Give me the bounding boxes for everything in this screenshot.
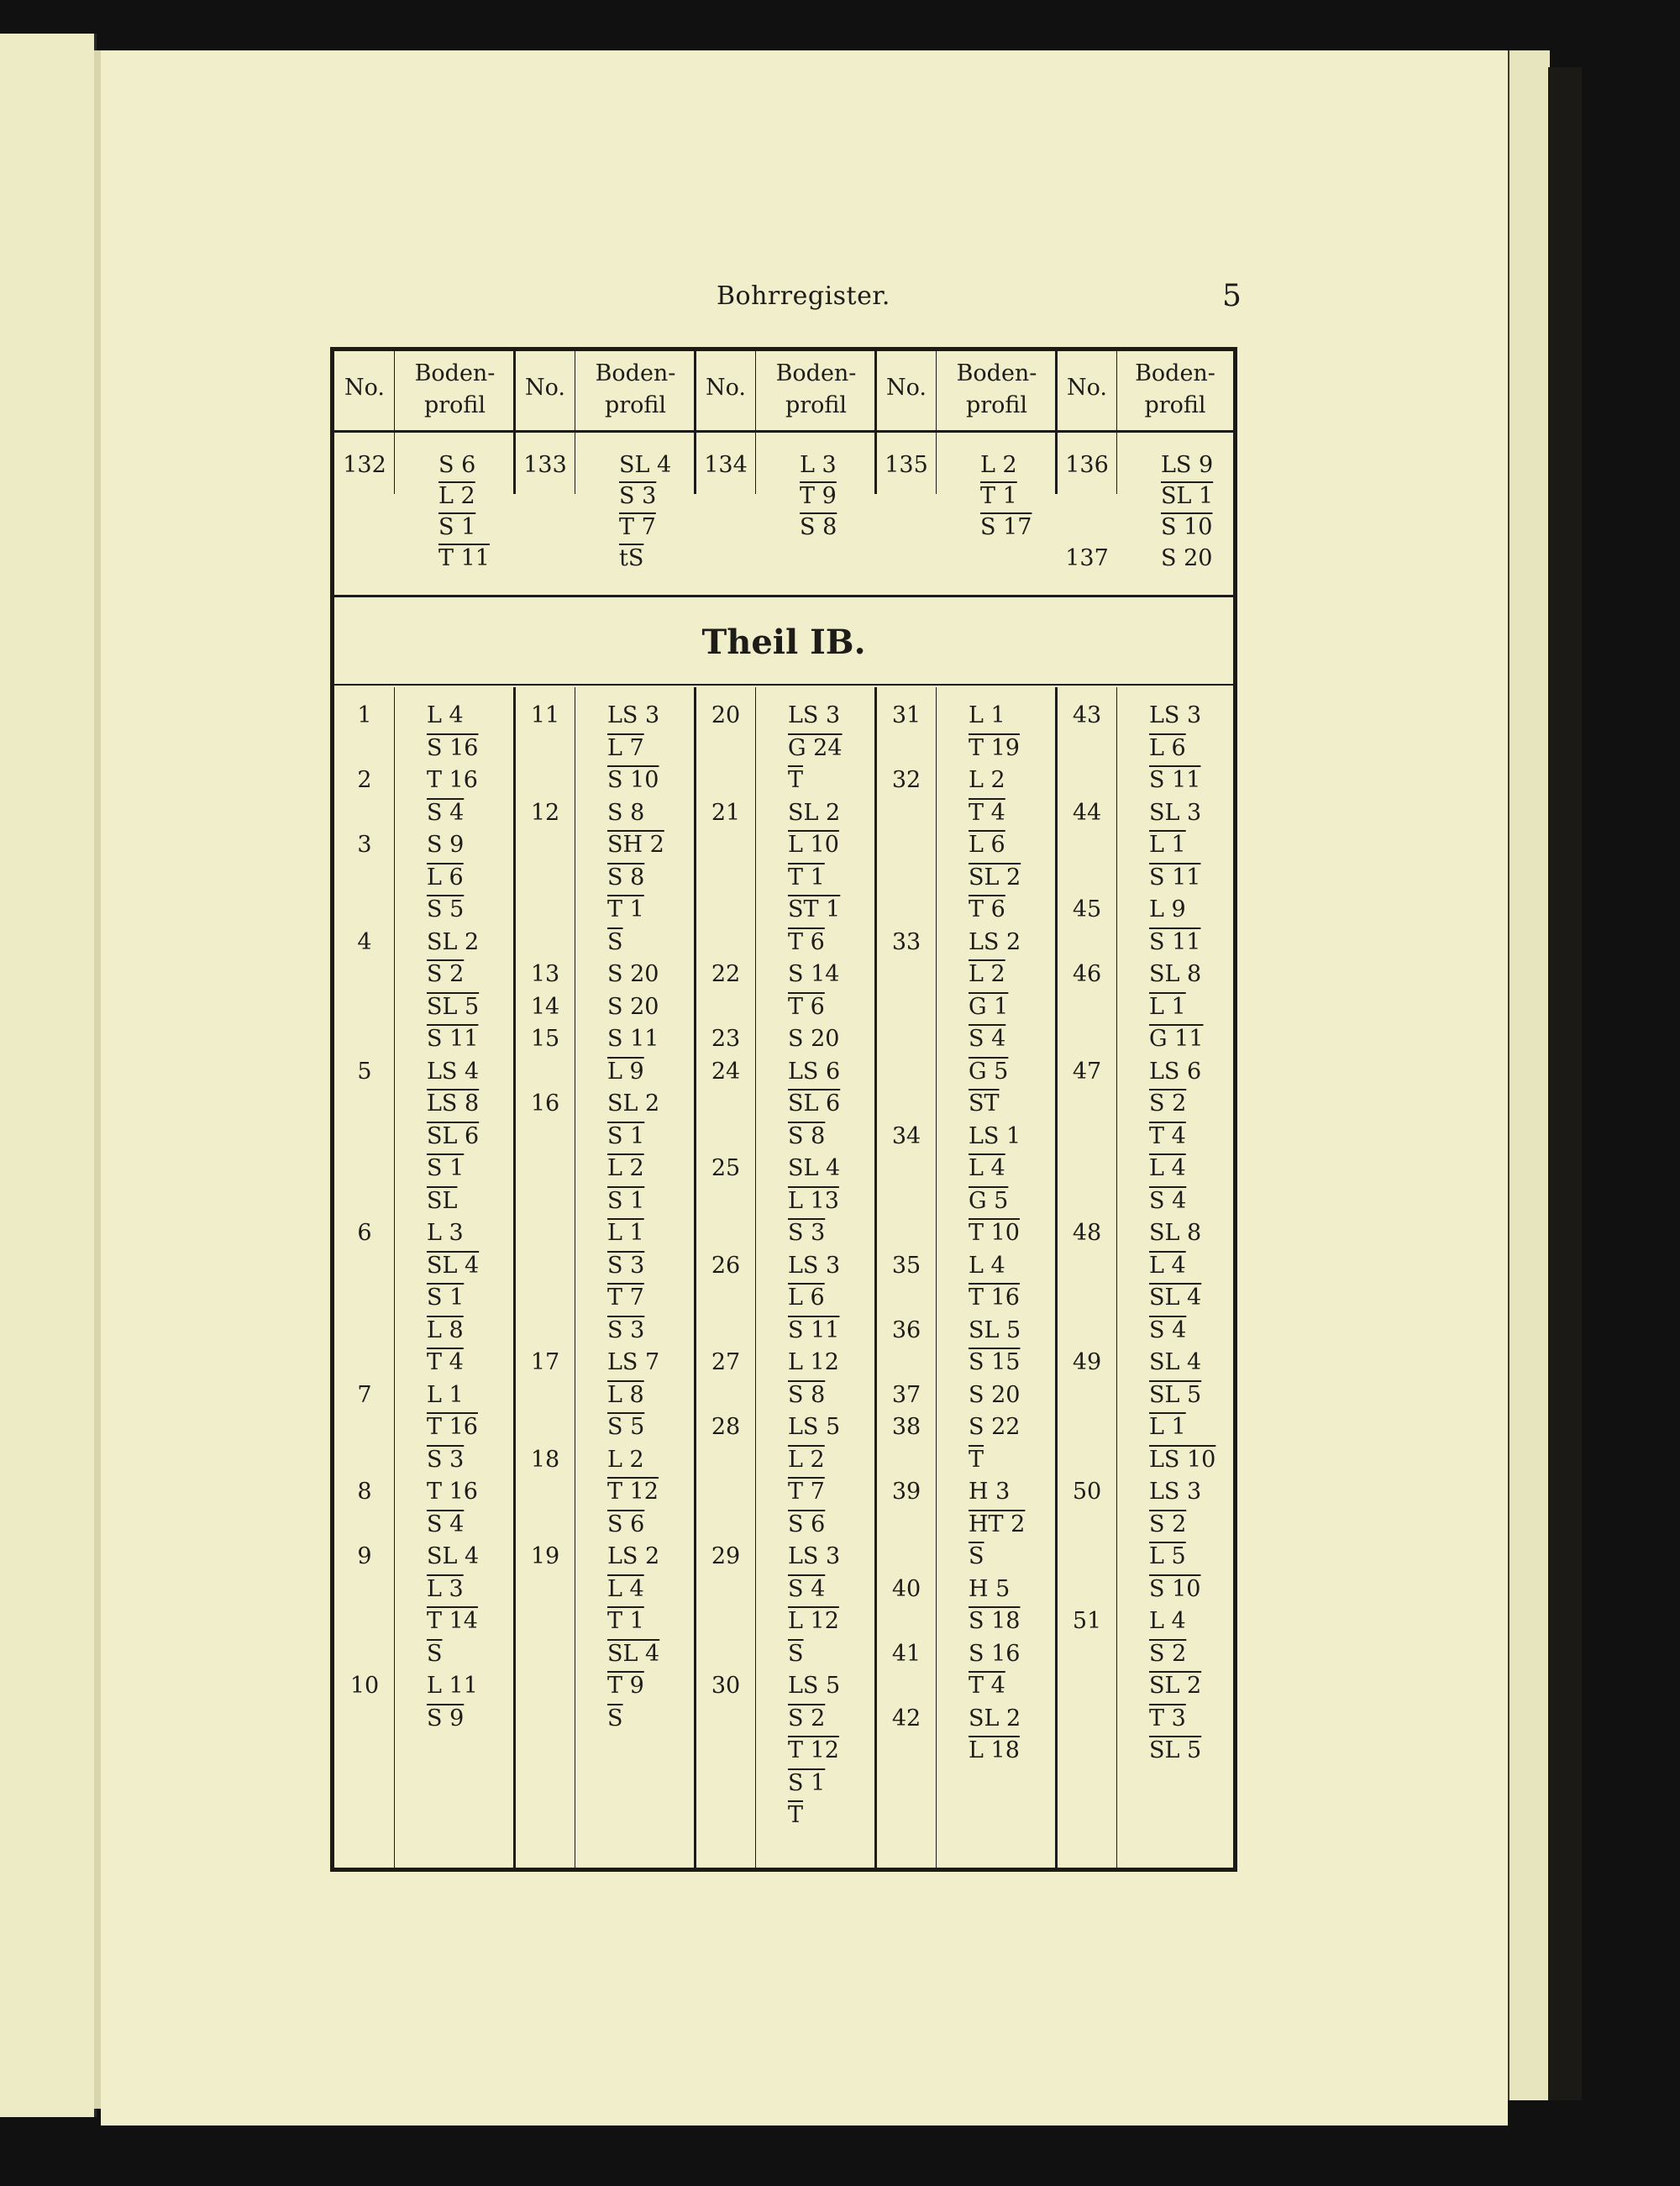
soil-entry: L 4 (1149, 1252, 1186, 1279)
soil-entry: S 20 (607, 961, 659, 987)
row-number: 38 (891, 1414, 921, 1440)
row-number: 27 (711, 1349, 741, 1375)
row-number: 15 (530, 1026, 560, 1052)
soil-entry: T 6 (969, 896, 1005, 922)
header-line: profil (604, 392, 667, 418)
soil-entry: L 4 (607, 1575, 644, 1602)
soil-entry: LS 3 (788, 1252, 841, 1279)
soil-entry: S 1 (788, 1769, 826, 1796)
row-number: 137 (1065, 545, 1109, 571)
section-title: Theil IB. (701, 623, 866, 662)
row-number: 20 (711, 702, 741, 728)
row-number: 33 (891, 928, 921, 955)
soil-entry: T 4 (427, 1349, 464, 1375)
soil-entry: T 1 (607, 1608, 644, 1634)
soil-entry: L 9 (607, 1058, 644, 1085)
row-number: 19 (530, 1543, 560, 1569)
soil-entry: G 24 (788, 734, 843, 761)
row-number: 41 (891, 1640, 921, 1667)
row-number: 135 (885, 452, 928, 478)
soil-entry: S 2 (1149, 1090, 1187, 1117)
row-number: 24 (711, 1058, 741, 1085)
soil-entry: LS 8 (427, 1090, 480, 1117)
row-number: 2 (357, 767, 372, 793)
soil-entry: L 2 (438, 483, 475, 509)
column-header-no: No. (525, 375, 565, 401)
header-rule (334, 430, 1233, 433)
row-number: 42 (891, 1705, 921, 1731)
soil-entry: L 1 (1149, 1414, 1186, 1440)
soil-entry: LS 9 (1161, 452, 1214, 478)
soil-entry: LS 1 (969, 1122, 1021, 1149)
soil-entry: S 9 (427, 832, 465, 858)
row-number: 136 (1065, 452, 1109, 478)
soil-entry: S 9 (427, 1705, 465, 1731)
soil-entry: S 3 (619, 483, 657, 509)
row-number: 43 (1072, 702, 1102, 728)
soil-entry: H 5 (969, 1575, 1011, 1602)
soil-entry: S 2 (1149, 1640, 1187, 1667)
soil-entry: L 3 (427, 1220, 464, 1246)
soil-entry: S 10 (1149, 1575, 1201, 1602)
soil-entry: SL 2 (969, 864, 1021, 891)
soil-entry: L 1 (607, 1220, 644, 1246)
soil-entry: LS 6 (788, 1058, 841, 1085)
bohrregister-table (330, 347, 1237, 1872)
row-number: 5 (357, 1058, 372, 1085)
soil-entry: S 6 (607, 1511, 645, 1537)
soil-entry: SL 4 (427, 1252, 480, 1279)
book-cover-edge (1548, 67, 1582, 2100)
soil-entry: L 1 (1149, 993, 1186, 1020)
soil-entry: T 1 (788, 864, 825, 891)
soil-entry: T 1 (980, 483, 1017, 509)
soil-entry: S 2 (788, 1705, 826, 1731)
row-number: 32 (891, 767, 921, 793)
soil-entry: L 4 (969, 1252, 1005, 1279)
soil-entry: H 3 (969, 1479, 1011, 1505)
soil-entry: L 12 (788, 1608, 839, 1634)
column-header-bodenprofil (395, 358, 515, 422)
soil-entry: S 8 (800, 514, 837, 540)
row-number: 11 (530, 702, 560, 728)
soil-entry: LS 3 (788, 1543, 841, 1569)
soil-entry: $\overline{T}$ (788, 1802, 804, 1828)
soil-entry: L 3 (800, 452, 837, 478)
soil-entry: T 7 (607, 1285, 644, 1311)
soil-entry: S 11 (1149, 928, 1201, 955)
column-rule (1055, 687, 1058, 1868)
row-number: 36 (891, 1316, 921, 1343)
soil-entry: S 3 (607, 1316, 645, 1343)
soil-entry: L 7 (607, 734, 644, 761)
soil-entry: T 9 (800, 483, 837, 509)
soil-entry: LS 6 (1149, 1058, 1202, 1085)
column-header-bodenprofil (575, 358, 696, 422)
soil-entry: S 8 (788, 1381, 826, 1408)
soil-entry: T 3 (1149, 1705, 1186, 1731)
soil-entry: T 7 (619, 514, 656, 540)
row-number: 37 (891, 1381, 921, 1408)
book-spine (94, 50, 101, 2109)
row-number: 39 (891, 1479, 921, 1505)
soil-entry: SL 3 (1149, 799, 1202, 826)
column-header-bodenprofil (1117, 358, 1233, 422)
left-page-edge (0, 34, 97, 2117)
soil-entry: L 1 (1149, 832, 1186, 858)
soil-entry: S 11 (788, 1316, 840, 1343)
soil-entry: T 4 (969, 1673, 1005, 1699)
column-rule (1116, 687, 1117, 1868)
row-number: 22 (711, 961, 741, 987)
row-number: 50 (1072, 1479, 1102, 1505)
row-number: 14 (530, 993, 560, 1020)
row-number: 51 (1072, 1608, 1102, 1634)
soil-entry: LS 3 (1149, 702, 1202, 728)
soil-entry: G 5 (969, 1058, 1009, 1085)
soil-entry: L 8 (427, 1316, 464, 1343)
row-number: 23 (711, 1026, 741, 1052)
soil-entry: S 4 (969, 1026, 1006, 1052)
header-line: Boden- (595, 360, 676, 386)
soil-entry: S 3 (607, 1252, 645, 1279)
soil-entry: S 2 (1149, 1511, 1187, 1537)
soil-entry: S 4 (1149, 1187, 1187, 1214)
running-header: Bohrregister. (717, 281, 890, 311)
soil-entry: SL 5 (1149, 1381, 1202, 1408)
soil-entry: LS 7 (607, 1349, 660, 1375)
soil-entry: S 5 (427, 896, 465, 922)
soil-entry: L 18 (969, 1737, 1020, 1763)
row-number: 133 (523, 452, 567, 478)
soil-entry: S 8 (788, 1122, 826, 1149)
soil-entry: S 2 (427, 961, 465, 987)
soil-entry: S 1 (427, 1155, 465, 1181)
soil-entry: $\overline{S}$ (788, 1640, 804, 1667)
row-number: 134 (704, 452, 748, 478)
soil-entry: T 16 (427, 1414, 478, 1440)
soil-entry: L 12 (788, 1349, 839, 1375)
soil-entry: $\overline{ST}$ (969, 1090, 1000, 1117)
soil-entry: L 5 (1149, 1543, 1186, 1569)
soil-entry: S 15 (969, 1349, 1021, 1375)
soil-entry: SL 2 (969, 1705, 1021, 1731)
soil-entry: L 2 (788, 1446, 825, 1473)
row-number: 31 (891, 702, 921, 728)
soil-entry: LS 2 (607, 1543, 660, 1569)
row-number: 8 (357, 1479, 372, 1505)
soil-entry: L 2 (607, 1446, 644, 1473)
soil-entry: L 6 (969, 832, 1005, 858)
row-number: 28 (711, 1414, 741, 1440)
row-number: 18 (530, 1446, 560, 1473)
row-number: 26 (711, 1252, 741, 1279)
soil-entry: L 4 (1149, 1155, 1186, 1181)
soil-entry: S 10 (607, 767, 659, 793)
soil-entry: S 20 (607, 993, 659, 1020)
header-line: profil (1144, 392, 1206, 418)
soil-entry: G 5 (969, 1187, 1009, 1214)
soil-entry: S 1 (438, 514, 476, 540)
soil-entry: L 8 (607, 1381, 644, 1408)
soil-entry: L 4 (427, 702, 464, 728)
row-number: 13 (530, 961, 560, 987)
row-number: 45 (1072, 896, 1102, 922)
soil-entry: S 22 (969, 1414, 1021, 1440)
soil-entry: SL 2 (607, 1090, 660, 1117)
soil-entry: S 8 (607, 864, 645, 891)
soil-entry: $\overline{SL}$ (427, 1187, 458, 1214)
row-number: 25 (711, 1155, 741, 1181)
column-header-no: No. (706, 375, 746, 401)
soil-entry: SL 4 (788, 1155, 841, 1181)
soil-entry: $\overline{S}$ (969, 1543, 984, 1569)
soil-entry: LS 4 (427, 1058, 480, 1085)
soil-entry: S 11 (607, 1026, 659, 1052)
soil-entry: T 4 (1149, 1122, 1186, 1149)
soil-entry: SL 8 (1149, 961, 1202, 987)
soil-entry: L 2 (980, 452, 1017, 478)
page-number: 5 (1222, 279, 1242, 313)
soil-entry: T 16 (969, 1285, 1020, 1311)
soil-entry: T 10 (969, 1220, 1020, 1246)
soil-entry: L 11 (427, 1673, 478, 1699)
soil-entry: S 14 (788, 961, 840, 987)
soil-entry: S 6 (788, 1511, 826, 1537)
soil-entry: T 16 (427, 1479, 478, 1505)
soil-entry: SL 6 (427, 1122, 480, 1149)
header-line: Boden- (1135, 360, 1215, 386)
soil-entry: SL 4 (1149, 1349, 1202, 1375)
soil-entry: SL 2 (788, 799, 841, 826)
soil-entry: SL 4 (607, 1640, 660, 1667)
soil-entry: T 4 (969, 799, 1005, 826)
soil-entry: SL 2 (427, 928, 480, 955)
soil-entry: L 6 (1149, 734, 1186, 761)
row-number: 12 (530, 799, 560, 826)
row-number: 29 (711, 1543, 741, 1569)
soil-entry: L 2 (969, 961, 1005, 987)
soil-entry: T 7 (788, 1479, 825, 1505)
soil-entry: $\overline{T}$ (969, 1446, 984, 1473)
row-number: 1 (357, 702, 372, 728)
soil-entry: SL 2 (1149, 1673, 1202, 1699)
soil-entry: SH 2 (607, 832, 664, 858)
soil-entry: T 16 (427, 767, 478, 793)
column-header-no: No. (1067, 375, 1107, 401)
section-rule-bottom (334, 684, 1233, 686)
right-page-edges (1508, 50, 1550, 2100)
soil-entry: SL 4 (1149, 1285, 1202, 1311)
soil-entry: L 13 (788, 1187, 839, 1214)
column-header-bodenprofil (937, 358, 1057, 422)
soil-entry: SL 5 (1149, 1737, 1202, 1763)
soil-entry: HT 2 (969, 1511, 1026, 1537)
soil-entry: S 11 (1149, 767, 1201, 793)
row-number: 10 (349, 1673, 380, 1699)
soil-entry: $\overline{tS}$ (619, 545, 644, 571)
soil-entry: LS 5 (788, 1414, 841, 1440)
soil-entry: L 1 (427, 1381, 464, 1408)
row-number: 132 (343, 452, 386, 478)
soil-entry: ST 1 (788, 896, 841, 922)
soil-entry: LS 10 (1149, 1446, 1216, 1473)
soil-entry: S 4 (427, 1511, 465, 1537)
soil-entry: L 4 (969, 1155, 1005, 1181)
soil-entry: S 1 (427, 1285, 465, 1311)
soil-entry: T 9 (607, 1673, 644, 1699)
row-number: 49 (1072, 1349, 1102, 1375)
row-number: 9 (357, 1543, 372, 1569)
soil-entry: S 3 (788, 1220, 826, 1246)
soil-entry: T 12 (607, 1479, 659, 1505)
header-line: profil (785, 392, 848, 418)
soil-entry: SL 6 (788, 1090, 841, 1117)
column-header-bodenprofil (756, 358, 876, 422)
soil-entry: S 5 (607, 1414, 645, 1440)
soil-entry: T 6 (788, 993, 825, 1020)
soil-entry: T 6 (788, 928, 825, 955)
soil-entry: S 20 (1161, 545, 1213, 571)
soil-entry: LS 2 (969, 928, 1021, 955)
column-rule (513, 687, 516, 1868)
soil-entry: L 3 (427, 1575, 464, 1602)
row-number: 17 (530, 1349, 560, 1375)
row-number: 7 (357, 1381, 372, 1408)
soil-entry: S 18 (969, 1608, 1021, 1634)
soil-entry: S 16 (969, 1640, 1021, 1667)
header-line: Boden- (414, 360, 496, 386)
soil-entry: $\overline{S}$ (607, 928, 623, 955)
soil-entry: T 1 (607, 896, 644, 922)
column-header-no: No. (344, 375, 385, 401)
row-number: 48 (1072, 1220, 1102, 1246)
soil-entry: T 12 (788, 1737, 839, 1763)
column-header-no: No. (886, 375, 927, 401)
soil-entry: L 2 (607, 1155, 644, 1181)
soil-entry: G 11 (1149, 1026, 1204, 1052)
row-number: 6 (357, 1220, 372, 1246)
soil-entry: G 1 (969, 993, 1009, 1020)
soil-entry: S 10 (1161, 514, 1213, 540)
row-number: 21 (711, 799, 741, 826)
soil-entry: S 16 (427, 734, 479, 761)
soil-entry: SL 5 (427, 993, 480, 1020)
soil-entry: LS 3 (607, 702, 660, 728)
soil-entry: S 11 (427, 1026, 479, 1052)
section-rule-top (334, 595, 1233, 597)
soil-entry: L 1 (969, 702, 1005, 728)
soil-entry: $\overline{S}$ (427, 1640, 443, 1667)
soil-entry: S 4 (427, 799, 465, 826)
row-number: 46 (1072, 961, 1102, 987)
header-line: profil (965, 392, 1028, 418)
soil-entry: LS 3 (1149, 1479, 1202, 1505)
soil-entry: S 17 (980, 514, 1032, 540)
soil-entry: S 3 (427, 1446, 465, 1473)
soil-entry: L 10 (788, 832, 839, 858)
soil-entry: S 20 (788, 1026, 840, 1052)
soil-entry: S 6 (438, 452, 476, 478)
row-number: 35 (891, 1252, 921, 1279)
soil-entry: LS 3 (788, 702, 841, 728)
soil-entry: S 1 (607, 1187, 645, 1214)
soil-entry: L 9 (1149, 896, 1186, 922)
soil-entry: S 20 (969, 1381, 1021, 1408)
soil-entry: L 2 (969, 767, 1005, 793)
soil-entry: L 6 (427, 864, 464, 891)
soil-entry: S 11 (1149, 864, 1201, 891)
soil-entry: L 6 (788, 1285, 825, 1311)
row-number: 16 (530, 1090, 560, 1117)
soil-entry: $\overline{T}$ (788, 767, 804, 793)
row-number: 4 (357, 928, 372, 955)
row-number: 40 (891, 1575, 921, 1602)
header-line: profil (423, 392, 486, 418)
soil-entry: S 1 (607, 1122, 645, 1149)
soil-entry: LS 5 (788, 1673, 841, 1699)
soil-entry: SL 8 (1149, 1220, 1202, 1246)
row-number: 44 (1072, 799, 1102, 826)
soil-entry: SL 1 (1161, 483, 1214, 509)
row-number: 47 (1072, 1058, 1102, 1085)
row-number: 34 (891, 1122, 921, 1149)
soil-entry: S 4 (788, 1575, 826, 1602)
header-line: Boden- (775, 360, 857, 386)
soil-entry: T 11 (438, 545, 490, 571)
soil-entry: S 8 (607, 799, 645, 826)
row-number: 3 (357, 832, 372, 858)
soil-entry: T 14 (427, 1608, 478, 1634)
soil-entry: S 4 (1149, 1316, 1187, 1343)
soil-entry: SL 5 (969, 1316, 1021, 1343)
soil-entry: $\overline{S}$ (607, 1705, 623, 1731)
row-number: 30 (711, 1673, 741, 1699)
soil-entry: T 19 (969, 734, 1020, 761)
soil-entry: SL 4 (619, 452, 672, 478)
soil-entry: SL 4 (427, 1543, 480, 1569)
soil-entry: L 4 (1149, 1608, 1186, 1634)
header-line: Boden- (956, 360, 1037, 386)
